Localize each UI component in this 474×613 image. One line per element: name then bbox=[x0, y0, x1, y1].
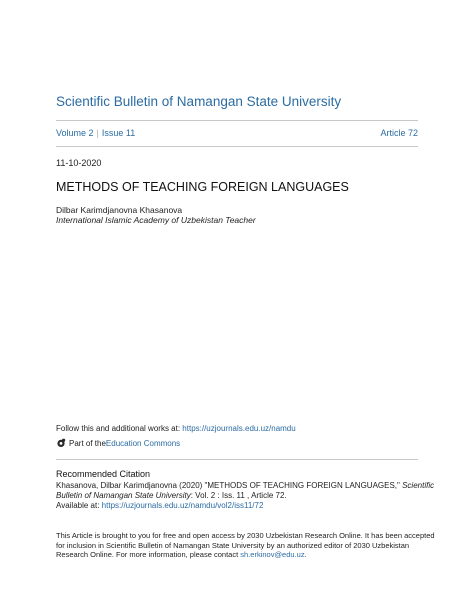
citation-journal-italic-cont: Bulletin of Namangan State University bbox=[56, 491, 191, 500]
citation-journal-italic: Scientific bbox=[402, 481, 435, 490]
commons-prefix: Part of the bbox=[69, 438, 106, 448]
citation-block bbox=[56, 481, 435, 511]
issue-link[interactable]: Issue 11 bbox=[101, 128, 136, 138]
journal-title-link[interactable]: Scientific Bulletin of Namangan State University bbox=[56, 94, 342, 109]
recommended-citation-heading: Recommended Citation bbox=[56, 469, 151, 479]
volume-link[interactable]: Volume 2 bbox=[56, 128, 94, 138]
cover-page bbox=[56, 0, 435, 613]
article-number-link[interactable]: Article 72 bbox=[380, 128, 418, 138]
citation-volume-info: : Vol. 2 : Iss. 11 , Article 72. bbox=[190, 491, 287, 500]
available-label: Available at: bbox=[56, 501, 102, 510]
article-url-link[interactable]: https://uzjournals.edu.uz/namdu/vol2/iss11/72 bbox=[101, 501, 264, 510]
author-name: Dilbar Karimdjanovna Khasanova bbox=[56, 205, 183, 215]
divider-issue bbox=[56, 146, 418, 147]
contact-email-link[interactable]: sh.erkinov@edu.uz bbox=[240, 550, 305, 559]
publication-date: 11-10-2020 bbox=[56, 158, 102, 168]
education-commons-link[interactable]: Education Commons bbox=[105, 438, 181, 448]
citation-text: Khasanova, Dilbar Karimdjanovna (2020) "METHODS OF TEACHING FOREIGN LANGUAGES," bbox=[56, 481, 403, 490]
commons-line bbox=[56, 438, 180, 448]
follow-line bbox=[56, 424, 296, 433]
footer-line-3: Research Online. For more information, please contact bbox=[56, 550, 241, 559]
issue-bar bbox=[56, 128, 418, 138]
divider-top bbox=[56, 120, 418, 121]
follow-text: Follow this and additional works at: bbox=[56, 424, 183, 433]
issue-separator: | bbox=[96, 128, 99, 138]
divider-citation bbox=[56, 459, 418, 460]
article-title: METHODS OF TEACHING FOREIGN LANGUAGES bbox=[56, 180, 349, 194]
footer-line-1: This Article is brought to you for free and open access by 2030 Uzbekistan Research Online. It has been accepted bbox=[56, 531, 435, 540]
repository-link[interactable]: https://uzjournals.edu.uz/namdu bbox=[182, 424, 296, 433]
footer-line-3-end: . bbox=[304, 550, 307, 559]
footer-notice bbox=[56, 531, 435, 560]
commons-network-icon bbox=[56, 438, 66, 448]
footer-line-2: for inclusion in Scientific Bulletin of Namangan State University by an authorized editor of 2030 Uzbekistan bbox=[56, 540, 410, 550]
author-affiliation: International Islamic Academy of Uzbekistan Teacher bbox=[56, 215, 256, 225]
